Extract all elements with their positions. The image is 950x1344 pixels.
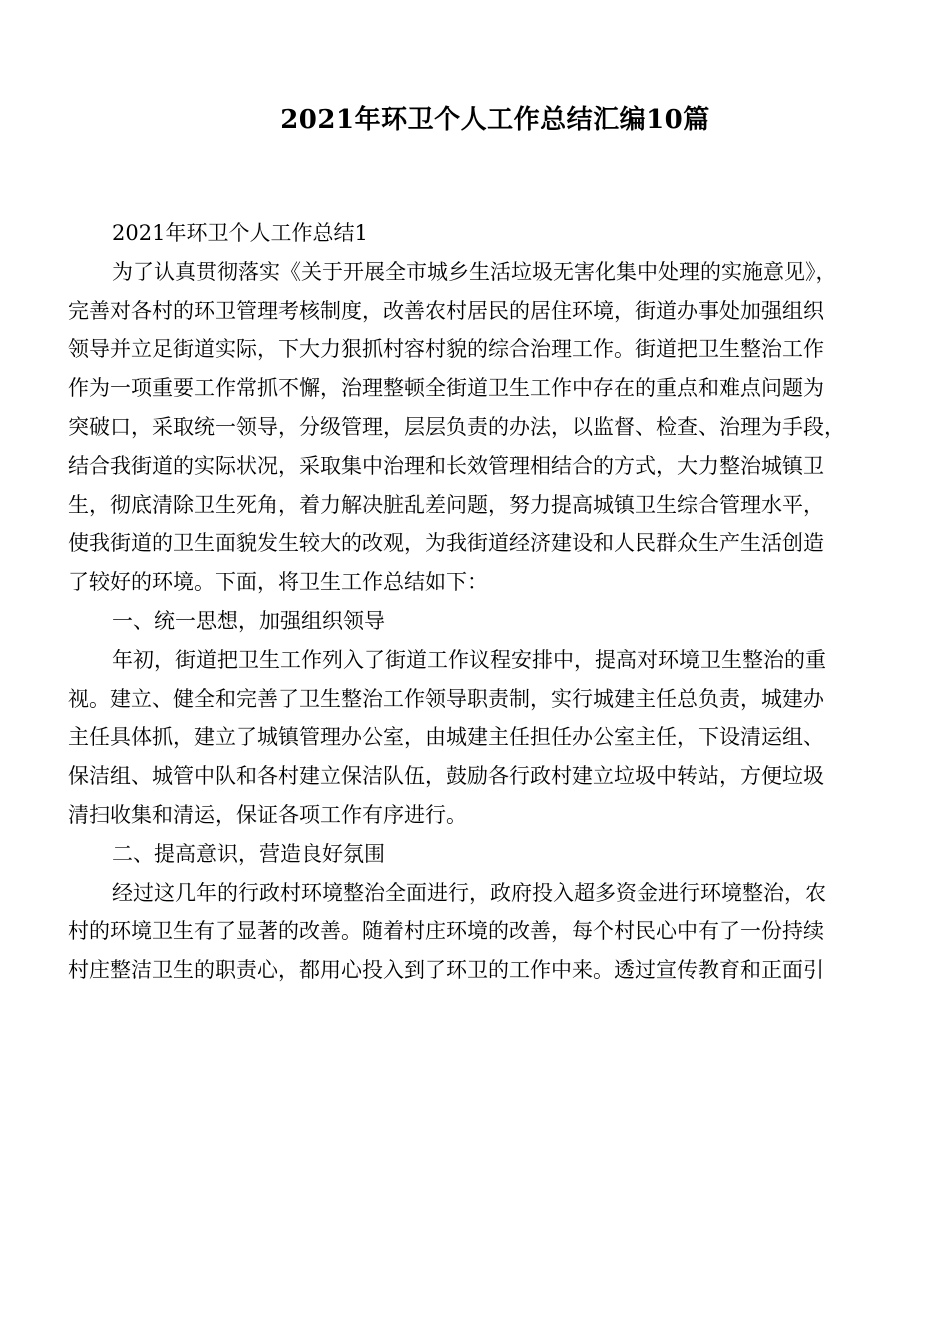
paragraph-line: 主任具体抓，建立了城镇管理办公室，由城建主任担任办公室主任，下设清运组、: [68, 725, 824, 750]
document-body: [68, 214, 888, 990]
paragraph-line: 结合我街道的实际状况，采取集中治理和长效管理相结合的方式，大力整治城镇卫: [68, 453, 824, 478]
subheading: 一、统一思想，加强组织领导: [112, 608, 385, 633]
paragraph-line: 为了认真贯彻落实《关于开展全市城乡生活垃圾无害化集中处理的实施意见》，: [112, 259, 837, 284]
paragraph-line: 生，彻底清除卫生死角，着力解决脏乱差问题，努力提高城镇卫生综合管理水平，: [68, 492, 824, 517]
paragraph-line: 作为一项重要工作常抓不懈，治理整顿全街道卫生工作中存在的重点和难点问题为: [68, 376, 824, 401]
paragraph-line: 领导并立足街道实际，下大力狠抓村容村貌的综合治理工作。街道把卫生整治工作: [68, 337, 824, 362]
document-title: 2021年环卫个人工作总结汇编10篇: [280, 105, 710, 135]
paragraph-line: 使我街道的卫生面貌发生较大的改观，为我街道经济建设和人民群众生产生活创造: [68, 531, 824, 556]
paragraph-line: 村的环境卫生有了显著的改善。随着村庄环境的改善，每个村民心中有了一份持续: [68, 919, 824, 944]
paragraph-line: 经过这几年的行政村环境整治全面进行，政府投入超多资金进行环境整治，农: [112, 880, 826, 905]
subheading: 二、提高意识，营造良好氛围: [112, 841, 385, 866]
paragraph-line: 突破口，采取统一领导，分级管理，层层负责的办法，以监督、检查、治理为手段，: [68, 414, 845, 439]
paragraph-line: 清扫收集和清运，保证各项工作有序进行。: [68, 802, 467, 827]
paragraph-line: 视。建立、健全和完善了卫生整治工作领导职责制，实行城建主任总负责，城建办: [68, 686, 824, 711]
paragraph-line: 村庄整洁卫生的职责心，都用心投入到了环卫的工作中来。透过宣传教育和正面引: [68, 958, 824, 983]
paragraph-line: 了较好的环境。下面，将卫生工作总结如下：: [68, 570, 488, 595]
section-heading: 2021年环卫个人工作总结1: [112, 221, 368, 245]
paragraph-line: 完善对各村的环卫管理考核制度，改善农村居民的居住环境，街道办事处加强组织: [68, 298, 824, 323]
paragraph-line: 年初，街道把卫生工作列入了街道工作议程安排中，提高对环境卫生整治的重: [112, 647, 826, 672]
paragraph-line: 保洁组、城管中队和各村建立保洁队伍，鼓励各行政村建立垃圾中转站，方便垃圾: [68, 764, 824, 789]
